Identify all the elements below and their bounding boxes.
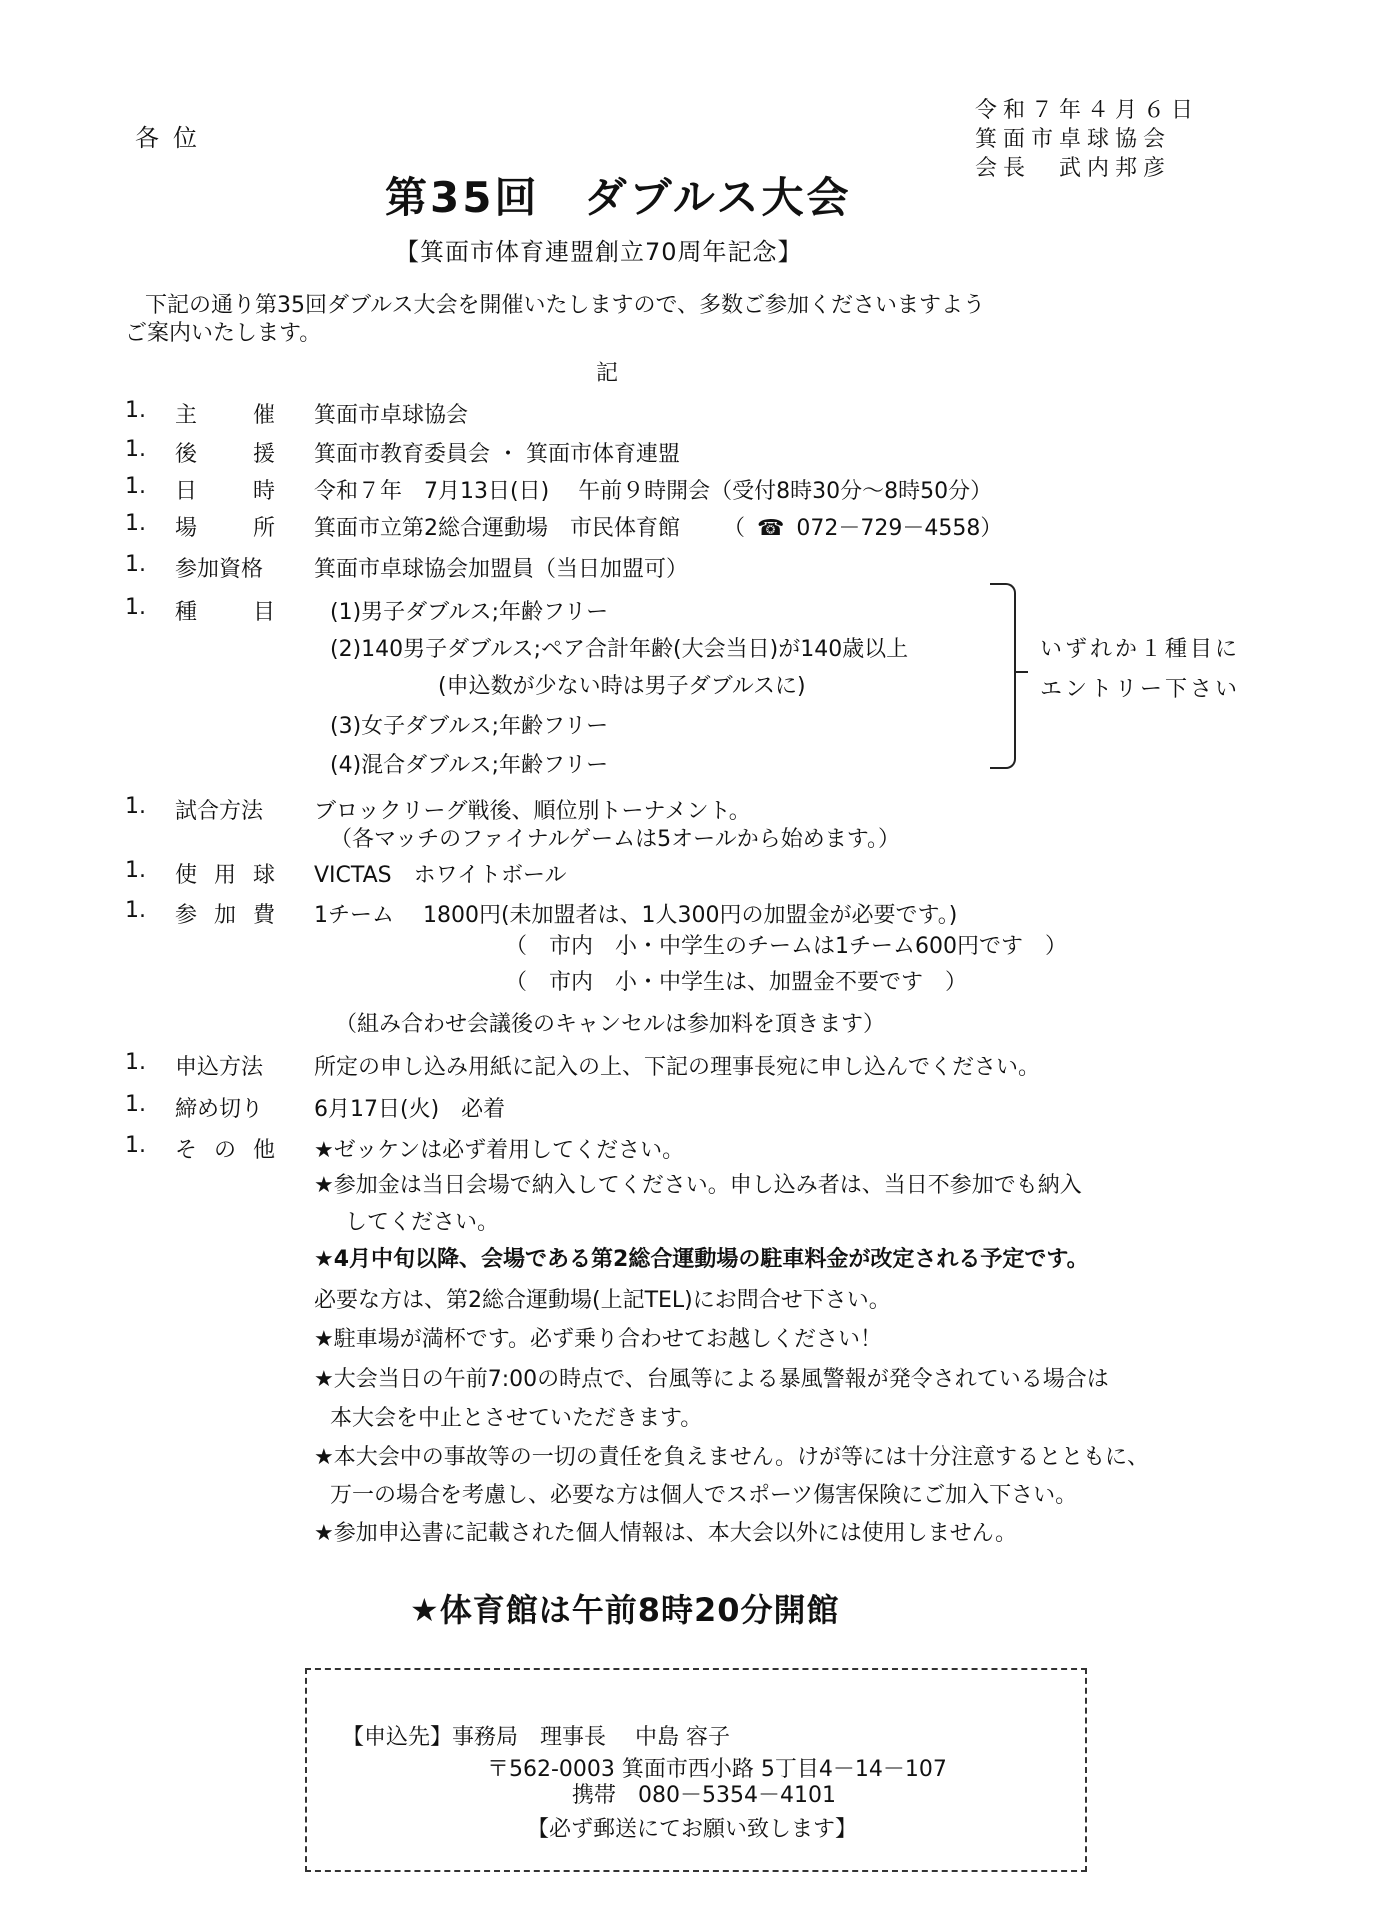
label-venue: 場 所 [175,516,275,541]
bullet: 1. [125,1050,146,1075]
bullet: 1. [125,474,146,499]
other-note-7: ★参加申込書に記載された個人情報は、本大会以外には使用しません。 [314,1521,1018,1546]
intro-text [125,292,985,348]
venue-name: 箕面市立第2総合運動場 市民体育館 [314,516,680,541]
other-note-1: ★ゼッケンは必ず着用してください。 [314,1138,685,1163]
bullet: 1. [125,398,146,423]
other-note-4: ★駐車場が満杯です。必ず乗り合わせてお越しください！ [314,1327,882,1352]
bullet: 1. [125,794,146,819]
other-note-3b: 必要な方は、第2総合運動場(上記TEL)にお問合せ下さい。 [314,1288,891,1313]
bullet: 1. [125,1133,146,1158]
opening-time-note: ★体育館は午前8時20分開館 [410,1591,840,1629]
value-fee: 1チーム 1800円(未加盟者は、1人300円の加盟金が必要です。) [314,903,958,928]
bullet: 1. [125,437,146,462]
label-apply: 申込方法 [175,1055,264,1080]
page-subtitle: 【箕面市体育連盟創立70周年記念】 [395,238,803,266]
event-4: (4)混合ダブルス;年齢フリー [330,753,609,778]
venue-phone-open: （ [723,516,746,541]
format-note: （各マッチのファイナルゲームは5オールから始めます。） [330,827,900,852]
label-datetime: 日 時 [175,479,275,504]
events-bracket-tip [1014,671,1028,673]
contact-line-1: 【申込先】事務局 理事長 中島 容子 [342,1725,730,1750]
fee-cancel-note: （組み合わせ会議後のキャンセルは参加料を頂きます） [335,1012,886,1037]
events-bracket [990,583,1016,769]
value-format: ブロックリーグ戦後、順位別トーナメント。 [314,799,751,824]
venue-phone: 072－729－4558） [796,516,1003,541]
value-datetime: 令和７年 7月13日(日) 午前９時開会（受付8時30分～8時50分） [314,479,993,504]
event-2: (2)140男子ダブルス;ペア合計年齢(大会当日)が140歳以上 [330,637,909,662]
bullet: 1. [125,552,146,577]
value-sponsor: 箕面市教育委員会 ・ 箕面市体育連盟 [314,442,680,467]
contact-phone: 携帯 080－5354－4101 [572,1783,836,1808]
value-deadline: 6月17日(火) 必着 [314,1097,506,1122]
value-venue [314,511,1002,542]
issue-date: 令和７年４月６日 [975,98,1200,123]
intro-line-2: ご案内いたします。 [125,321,322,346]
bullet: 1. [125,858,146,883]
bullet: 1. [125,1092,146,1117]
addressee: 各位 [135,124,211,152]
other-note-6a: ★本大会中の事故等の一切の責任を負えません。けが等には十分注意するとともに、 [314,1445,1150,1470]
value-apply: 所定の申し込み用紙に記入の上、下記の理事長宛に申し込んでください。 [314,1055,1041,1080]
fee-note-2: （ 市内 小・中学生は、加盟金不要です ） [505,970,968,995]
value-ball: VICTAS ホワイトボール [314,863,567,888]
value-organizer: 箕面市卓球協会 [314,403,469,428]
other-note-5b: 本大会を中止とさせていただきます。 [330,1406,703,1431]
issuer-block [975,96,1199,183]
label-organizer: 主 催 [175,403,275,428]
other-note-2a: ★参加金は当日会場で納入してください。申し込み者は、当日不参加でも納入 [314,1173,1082,1198]
event-2-note: (申込数が少ない時は男子ダブルスに) [438,674,806,699]
label-format: 試合方法 [175,799,264,824]
label-ball: 使 用 球 [175,863,275,888]
event-3: (3)女子ダブルス;年齢フリー [330,714,609,739]
contact-box [305,1668,1087,1872]
label-fee: 参 加 費 [175,903,275,928]
contact-address: 〒562-0003 箕面市西小路 5丁目4－14－107 [487,1757,947,1782]
issuer-signer: 会長 武内邦彦 [975,156,1172,181]
label-sponsor: 後 援 [175,442,275,467]
bullet: 1. [125,595,146,620]
label-deadline: 締め切り [175,1097,264,1122]
issuer-org: 箕面市卓球協会 [975,127,1172,152]
other-note-3a: ★4月中旬以降、会場である第2総合運動場の駐車料金が改定される予定です。 [314,1247,1089,1272]
label-eligibility: 参加資格 [175,557,264,582]
events-note [1040,630,1240,710]
events-note-2: エントリー下さい [1040,677,1241,702]
bullet: 1. [125,511,146,536]
bullet: 1. [125,898,146,923]
ki-heading: 記 [596,361,619,386]
other-note-2b: してください。 [345,1210,500,1235]
label-events: 種 目 [175,600,275,625]
phone-icon: ☎ [757,516,785,541]
fee-note-1: （ 市内 小・中学生のチームは1チーム600円です ） [505,934,1067,959]
other-note-6b: 万一の場合を考慮し、必要な方は個人でスポーツ傷害保険にご加入下さい。 [330,1483,1078,1508]
other-note-5a: ★大会当日の午前7:00の時点で、台風等による暴風警報が発令されている場合は [314,1367,1109,1392]
page-title: 第35回 ダブルス大会 [385,173,852,222]
label-other: そ の 他 [175,1138,275,1163]
events-note-1: いずれか１種目に [1040,637,1241,662]
contact-mail-note: 【必ず郵送にてお願い致します】 [527,1817,858,1842]
event-1: (1)男子ダブルス;年齢フリー [330,600,609,625]
value-eligibility: 箕面市卓球協会加盟員（当日加盟可） [314,557,689,582]
intro-line-1: 下記の通り第35回ダブルス大会を開催いたしますので、多数ご参加くださいますよう [145,293,986,318]
